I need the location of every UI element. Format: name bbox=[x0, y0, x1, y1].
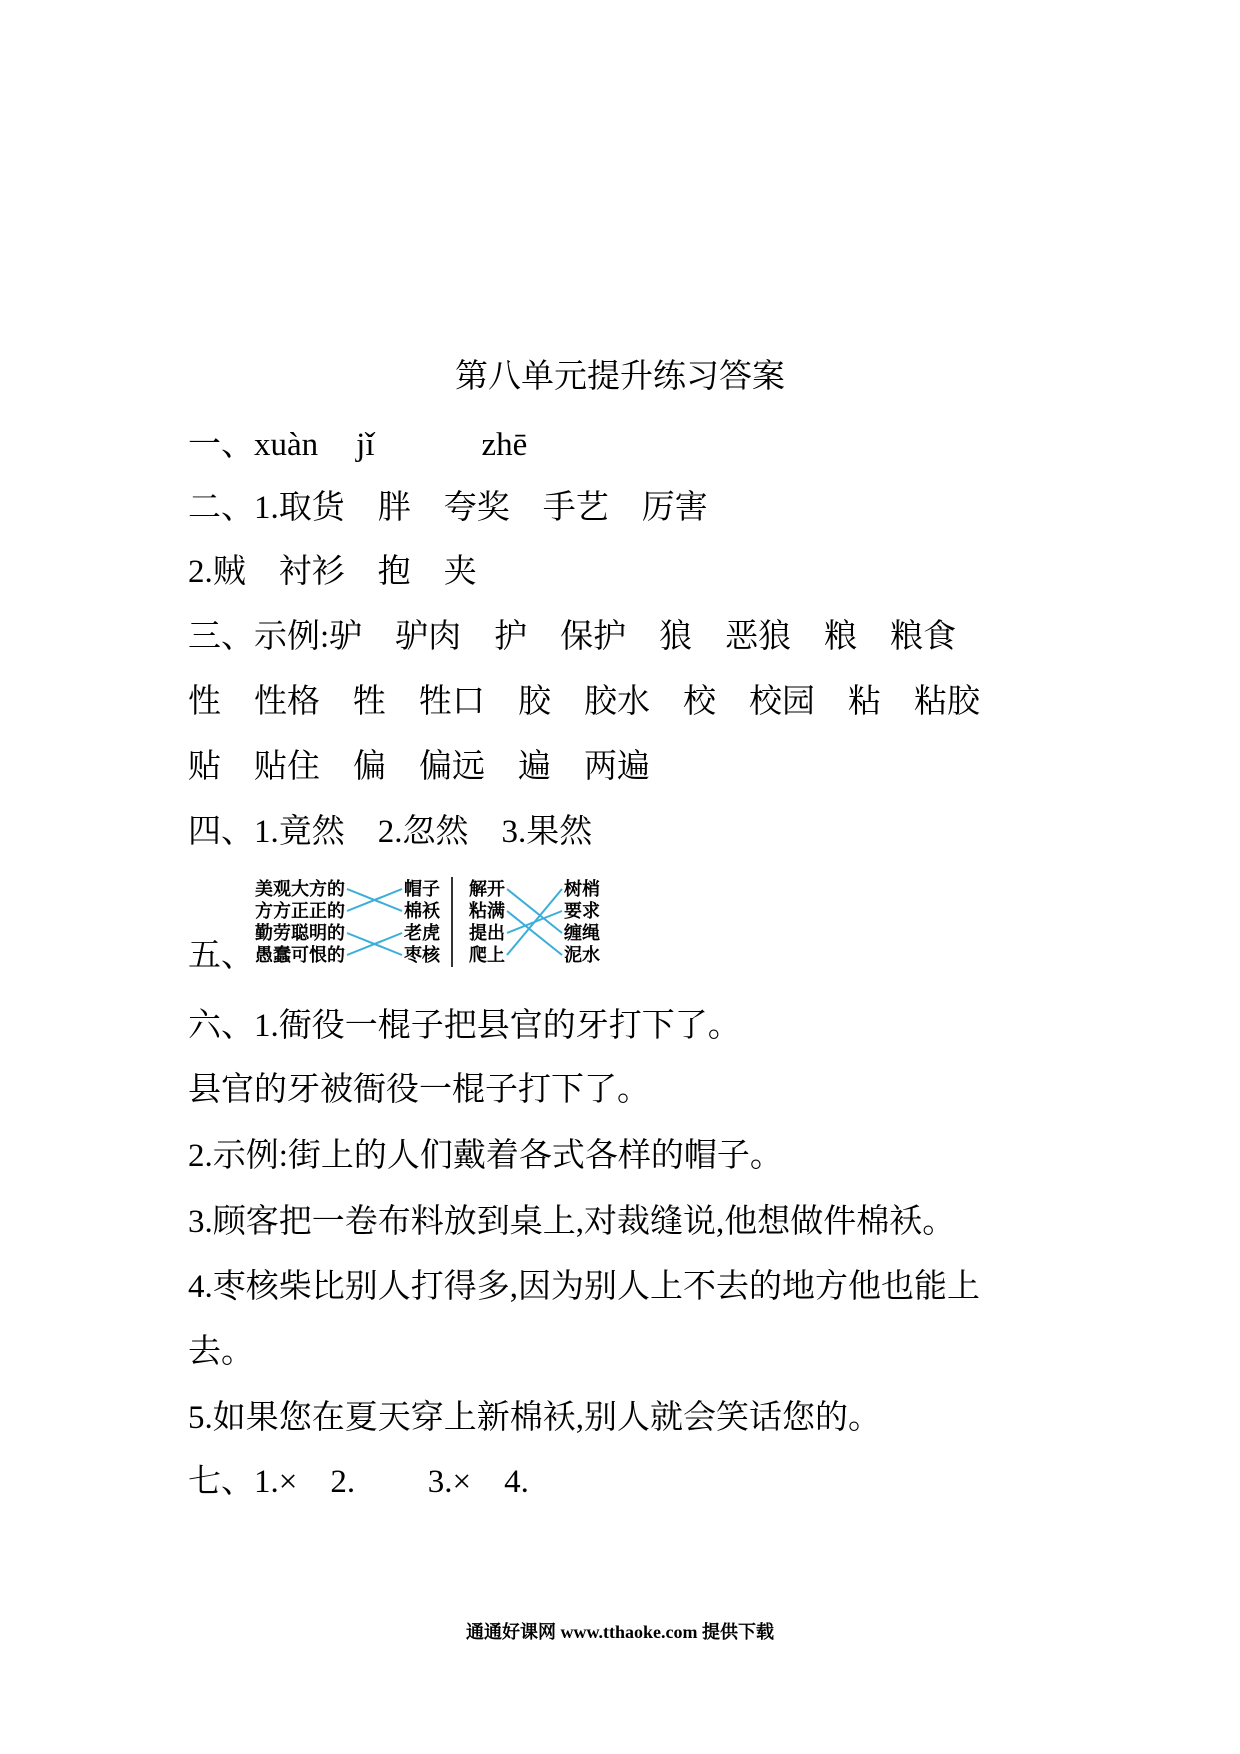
q4-item: 1.竟然 bbox=[254, 814, 345, 850]
q6-line-5: 4.枣核柴比别人打得多,因为别人上不去的地方他也能上 bbox=[188, 1269, 980, 1305]
q3-item: 恶狼 bbox=[725, 619, 792, 655]
q2-item: 厉害 bbox=[641, 490, 708, 526]
q5-label: 五、 bbox=[188, 938, 254, 974]
q4-label: 四、 bbox=[188, 814, 254, 850]
right-word: 爬上 bbox=[469, 945, 505, 965]
q3-item: 贴 bbox=[188, 749, 221, 785]
left-target: 老虎 bbox=[404, 923, 440, 943]
q1-item: xuàn bbox=[254, 427, 319, 463]
q3-item: 性 bbox=[188, 684, 221, 720]
left-target: 枣核 bbox=[404, 945, 440, 965]
q3-item: 驴肉 bbox=[395, 619, 462, 655]
q2-item: 胖 bbox=[377, 490, 411, 526]
q3-label: 三、 bbox=[188, 619, 254, 655]
q2-line-1 bbox=[188, 491, 708, 525]
q2-label: 二、 bbox=[188, 490, 254, 526]
q6-line-3: 2.示例:街上的人们戴着各式各样的帽子。 bbox=[188, 1138, 783, 1174]
q7-item: 2. bbox=[330, 1464, 356, 1500]
q2-prefix: 2. bbox=[188, 554, 213, 590]
q3-item: 保护 bbox=[560, 619, 627, 655]
right-target: 缠绳 bbox=[564, 923, 600, 943]
q3-row-3 bbox=[188, 750, 650, 784]
q2-prefix: 1. bbox=[254, 490, 279, 526]
match-lines bbox=[347, 889, 562, 955]
q7-label: 七、 bbox=[188, 1464, 254, 1500]
page-title: 第八单元提升练习答案 bbox=[455, 359, 785, 395]
q2-line-2 bbox=[188, 555, 477, 589]
right-word: 解开 bbox=[469, 879, 505, 899]
q3-item: 粮 bbox=[824, 619, 858, 655]
right-target: 要求 bbox=[564, 901, 600, 921]
q3-item: 粘胶 bbox=[914, 684, 980, 720]
q6-answer: 1.衙役一棍子把县官的牙打下了。 bbox=[254, 1008, 741, 1044]
q2-item: 手艺 bbox=[542, 490, 609, 526]
q3-item: 牲口 bbox=[419, 684, 485, 720]
q6-line-4: 3.顾客把一卷布料放到桌上,对裁缝说,他想做件棉袄。 bbox=[188, 1204, 956, 1240]
q2-item: 贼 bbox=[212, 554, 246, 590]
q4-line bbox=[188, 815, 592, 849]
q2-item: 取货 bbox=[278, 490, 345, 526]
q3-row-2 bbox=[188, 685, 980, 719]
q3-item: 贴住 bbox=[254, 749, 320, 785]
left-word: 愚蠢可恨的 bbox=[255, 945, 345, 965]
q2-item: 衬衫 bbox=[278, 554, 345, 590]
right-target: 树梢 bbox=[564, 879, 600, 899]
left-target: 帽子 bbox=[404, 879, 440, 899]
q2-item: 夹 bbox=[443, 554, 477, 590]
match-line-right-0 bbox=[507, 889, 562, 933]
q1-item: jǐ bbox=[356, 427, 375, 463]
q6-line-1 bbox=[188, 1009, 741, 1043]
q2-item: 抱 bbox=[377, 554, 411, 590]
q3-item: 偏 bbox=[353, 749, 386, 785]
q3-item: 驴 bbox=[329, 619, 363, 655]
q6-line-7: 5.如果您在夏天穿上新棉袄,别人就会笑话您的。 bbox=[188, 1400, 881, 1436]
q1-label: 一、 bbox=[188, 427, 254, 463]
q3-item: 校园 bbox=[749, 684, 815, 720]
left-word: 方方正正的 bbox=[255, 901, 345, 921]
right-target: 泥水 bbox=[564, 945, 600, 965]
q3-item: 狼 bbox=[659, 619, 693, 655]
q3-prefix: 示例: bbox=[254, 619, 330, 655]
q3-item: 校 bbox=[683, 684, 716, 720]
q7-item: 4. bbox=[504, 1464, 529, 1500]
q7-item: 3.× bbox=[427, 1464, 472, 1500]
q3-item: 性格 bbox=[254, 684, 320, 720]
q3-item: 护 bbox=[494, 619, 528, 655]
q3-item: 偏远 bbox=[419, 749, 485, 785]
match-line-right-1 bbox=[507, 911, 562, 955]
q3-item: 两遍 bbox=[584, 749, 650, 785]
q1-item: zhē bbox=[481, 427, 528, 463]
q3-item: 胶水 bbox=[584, 684, 650, 720]
q3-row-1 bbox=[188, 620, 956, 654]
q3-item: 粘 bbox=[848, 684, 881, 720]
right-word: 粘满 bbox=[469, 901, 505, 921]
q3-item: 遍 bbox=[518, 749, 551, 785]
q6-label: 六、 bbox=[188, 1008, 254, 1044]
footer-credit: 通通好课网 www.tthaoke.com 提供下载 bbox=[466, 1622, 774, 1642]
q3-item: 牲 bbox=[353, 684, 386, 720]
q7-line bbox=[188, 1465, 529, 1499]
q3-item: 粮食 bbox=[890, 619, 957, 655]
matching-diagram bbox=[250, 875, 610, 971]
q4-item: 2.忽然 bbox=[377, 814, 469, 850]
q1-line bbox=[188, 428, 527, 462]
left-word: 美观大方的 bbox=[255, 879, 345, 899]
left-target: 棉袄 bbox=[404, 901, 440, 921]
q6-line-2: 县官的牙被衙役一棍子打下了。 bbox=[188, 1072, 650, 1108]
q7-item: 1.× bbox=[254, 1464, 298, 1500]
left-word: 勤劳聪明的 bbox=[255, 923, 345, 943]
q2-item: 夸奖 bbox=[443, 490, 510, 526]
match-line-right-3 bbox=[507, 889, 562, 955]
q3-item: 胶 bbox=[518, 684, 551, 720]
q6-line-6: 去。 bbox=[188, 1334, 254, 1370]
q4-item: 3.果然 bbox=[501, 814, 593, 850]
right-word: 提出 bbox=[469, 923, 505, 943]
